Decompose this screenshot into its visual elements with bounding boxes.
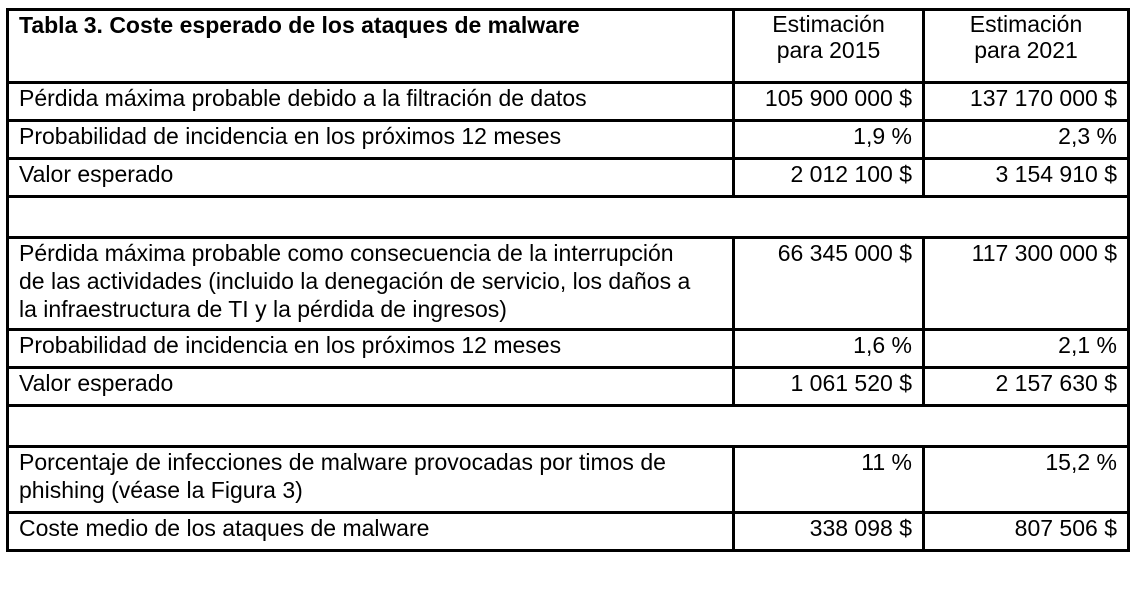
row-label: [8, 159, 734, 197]
row-label-line: Pérdida máxima probable debido a la filtración de datos: [19, 85, 587, 111]
value-2015: 1,9 %: [734, 121, 924, 159]
row-label-line: la infraestructura de TI y la pérdida de ingresos): [19, 296, 507, 322]
row-label-line: Porcentaje de infecciones de malware provocadas por timos de: [19, 449, 666, 475]
table-row: [8, 368, 1129, 406]
table-header-row: [8, 10, 1129, 83]
row-label: [8, 368, 734, 406]
row-label-line: Valor esperado: [19, 370, 174, 396]
column-header-2015-line1: Estimación: [772, 11, 885, 37]
value-2021: 3 154 910 $: [924, 159, 1129, 197]
column-header-2021: [924, 10, 1129, 83]
row-label-line: Probabilidad de incidencia en los próximos 12 meses: [19, 332, 562, 358]
malware-cost-table: [6, 8, 1130, 552]
column-header-2015-line2: para 2015: [776, 37, 881, 63]
value-2021: 2 157 630 $: [924, 368, 1129, 406]
table-row: [8, 238, 1129, 330]
value-2021: 15,2 %: [924, 447, 1129, 513]
value-2021: 2,1 %: [924, 330, 1129, 368]
table-row: [8, 159, 1129, 197]
row-label: [8, 121, 734, 159]
table-row: [8, 83, 1129, 121]
value-2021: 137 170 000 $: [924, 83, 1129, 121]
row-label: [8, 83, 734, 121]
value-2015: 338 098 $: [734, 513, 924, 551]
row-label-line: Coste medio de los ataques de malware: [19, 515, 430, 541]
table-row: [8, 513, 1129, 551]
row-label-line: Pérdida máxima probable como consecuencia de la interrupción: [19, 240, 674, 266]
row-label: [8, 238, 734, 330]
value-2015: 11 %: [734, 447, 924, 513]
row-label-line: de las actividades (incluido la denegación de servicio, los daños a: [19, 268, 691, 294]
column-header-2021-line1: Estimación: [969, 11, 1083, 37]
spacer-row: [8, 406, 1129, 447]
row-label-line: Valor esperado: [19, 161, 174, 187]
value-2015: 2 012 100 $: [734, 159, 924, 197]
value-2021: 807 506 $: [924, 513, 1129, 551]
value-2021: 117 300 000 $: [924, 238, 1129, 330]
table-row: [8, 447, 1129, 513]
row-label: [8, 447, 734, 513]
spacer-cell: [8, 406, 1129, 447]
row-label-line: phishing (véase la Figura 3): [19, 477, 303, 503]
table-title: Tabla 3. Coste esperado de los ataques de malware: [8, 10, 734, 83]
column-header-2015: [734, 10, 924, 83]
spacer-row: [8, 197, 1129, 238]
value-2015: 66 345 000 $: [734, 238, 924, 330]
row-label: [8, 330, 734, 368]
row-label-line: Probabilidad de incidencia en los próximos 12 meses: [19, 123, 562, 149]
row-label: [8, 513, 734, 551]
column-header-2021-line2: para 2021: [974, 37, 1078, 63]
value-2015: 1,6 %: [734, 330, 924, 368]
value-2015: 1 061 520 $: [734, 368, 924, 406]
value-2021: 2,3 %: [924, 121, 1129, 159]
table-row: [8, 330, 1129, 368]
value-2015: 105 900 000 $: [734, 83, 924, 121]
table-row: [8, 121, 1129, 159]
spacer-cell: [8, 197, 1129, 238]
